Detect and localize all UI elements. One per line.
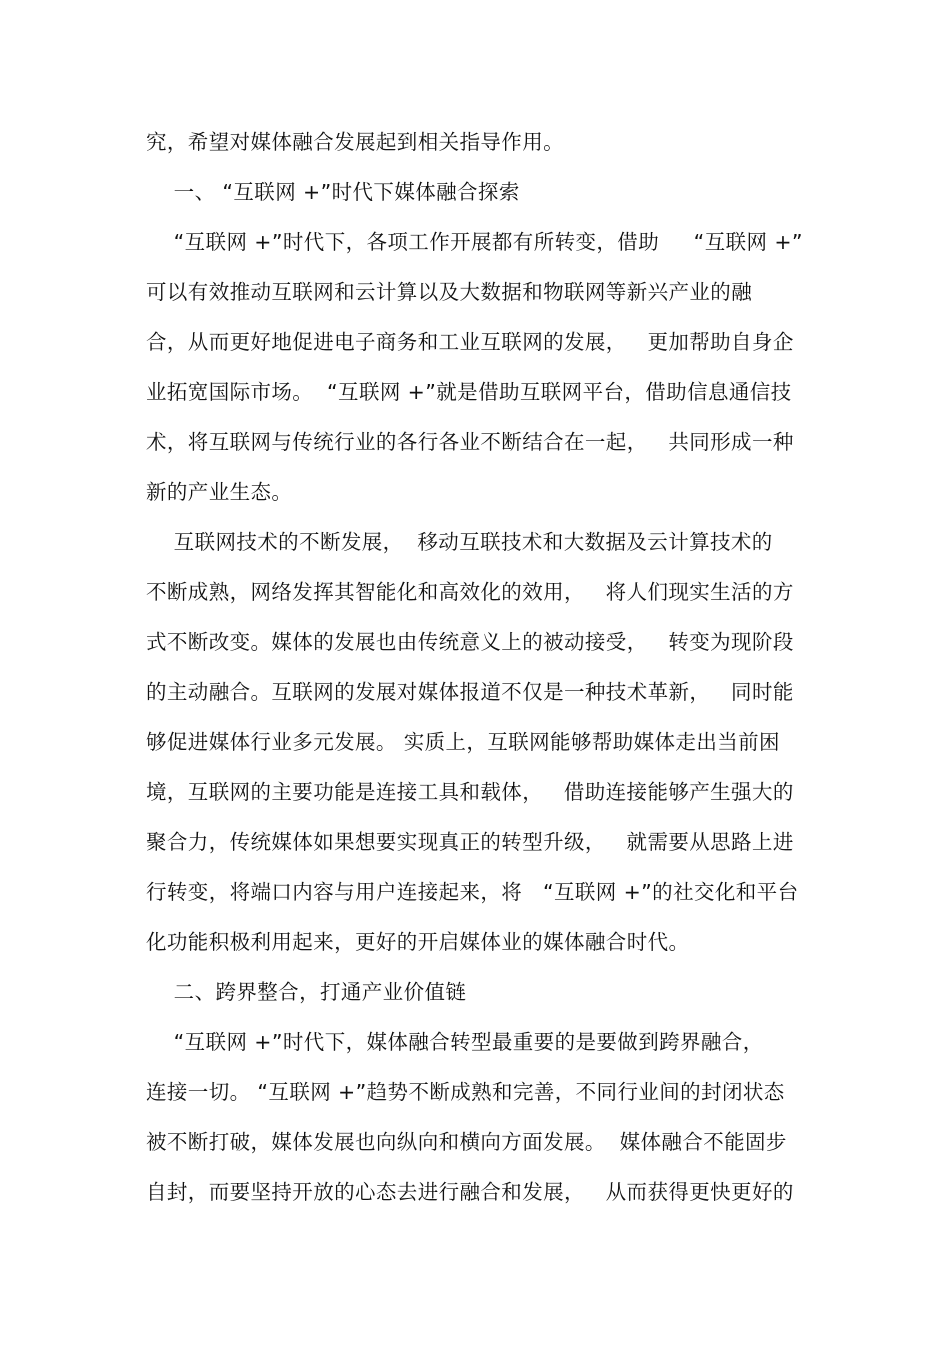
- text-line: 合，从而更好地促进电子商务和工业互联网的发展， 更加帮助自身企: [146, 330, 794, 354]
- text-line: 术，将互联网与传统行业的各行各业不断结合在一起， 共同形成一种: [146, 430, 794, 454]
- section-heading-2: 二、跨界整合，打通产业价值链: [146, 980, 467, 1004]
- text-line: 境，互联网的主要功能是连接工具和载体， 借助连接能够产生强大的: [146, 780, 794, 804]
- section-heading-1: 一、 “互联网 +”时代下媒体融合探索: [146, 180, 520, 204]
- text-line: 新的产业生态。: [146, 480, 293, 504]
- text-line: 行转变，将端口内容与用户连接起来，将 “互联网 +”的社交化和平台: [146, 880, 799, 904]
- text-line: 连接一切。 “互联网 +”趋势不断成熟和完善，不同行业间的封闭状态: [146, 1080, 785, 1104]
- text-line: 可以有效推动互联网和云计算以及大数据和物联网等新兴产业的融: [146, 280, 753, 304]
- text-line: “互联网 +”时代下，媒体融合转型最重要的是要做到跨界融合，: [146, 1030, 764, 1054]
- text-line: 互联网技术的不断发展， 移动互联技术和大数据及云计算技术的: [146, 530, 773, 554]
- text-line: 被不断打破，媒体发展也向纵向和横向方面发展。 媒体融合不能固步: [146, 1130, 787, 1154]
- text-line: 究，希望对媒体融合发展起到相关指导作用。: [146, 130, 564, 154]
- text-line: 的主动融合。互联网的发展对媒体报道不仅是一种技术革新， 同时能: [146, 680, 794, 704]
- text-line: 业拓宽国际市场。 “互联网 +”就是借助互联网平台，借助信息通信技: [146, 380, 792, 404]
- text-line: 化功能积极利用起来，更好的开启媒体业的媒体融合时代。: [146, 930, 690, 954]
- text-line: “互联网 +”时代下，各项工作开展都有所转变，借助 “互联网 +”: [146, 230, 803, 254]
- text-line: 不断成熟，网络发挥其智能化和高效化的效用， 将人们现实生活的方: [146, 580, 794, 604]
- text-line: 聚合力，传统媒体如果想要实现真正的转型升级， 就需要从思路上进: [146, 830, 794, 854]
- text-line: 式不断改变。媒体的发展也由传统意义上的被动接受， 转变为现阶段: [146, 630, 794, 654]
- text-line: 自封，而要坚持开放的心态去进行融合和发展， 从而获得更快更好的: [146, 1180, 794, 1204]
- text-line: 够促进媒体行业多元发展。 实质上，互联网能够帮助媒体走出当前困: [146, 730, 780, 754]
